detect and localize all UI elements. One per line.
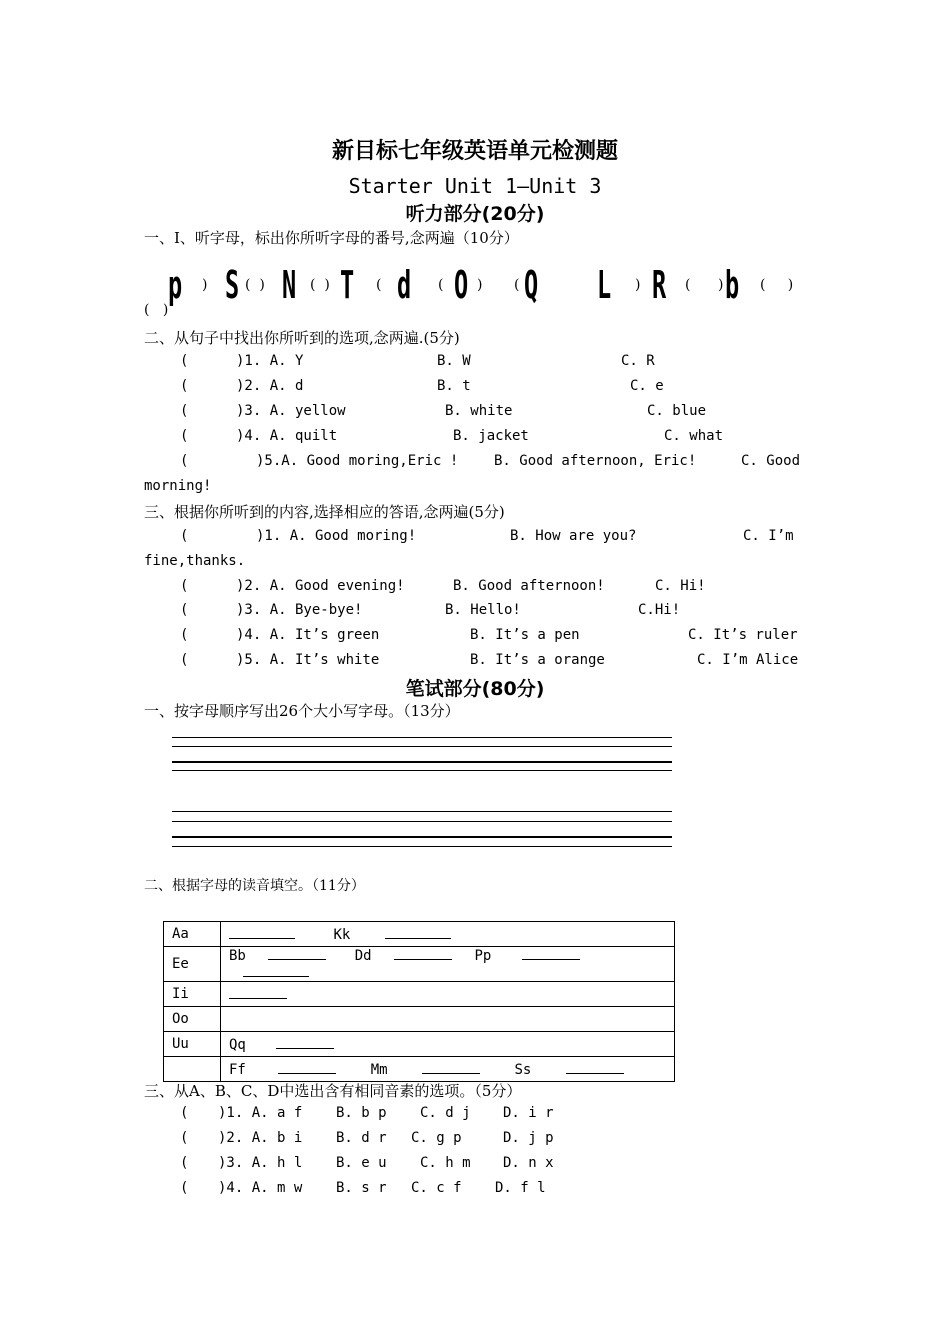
writing-line	[172, 761, 672, 763]
letter-sound-table	[163, 921, 675, 1082]
writing-line	[172, 836, 672, 838]
question-option-b: B. Hello!	[445, 602, 521, 618]
letter-S: S	[225, 263, 240, 307]
table-row	[164, 1032, 675, 1057]
question-option-a: )1. A. Y	[236, 353, 304, 369]
listening-part3-heading: 三、根据你所听到的内容,选择相应的答语,念两遍(5分)	[144, 503, 505, 521]
table-value	[221, 947, 675, 982]
question-option-d: D. j p	[503, 1130, 554, 1146]
letter-N: N	[282, 263, 297, 307]
question-option-b: B. b p	[336, 1105, 387, 1121]
fill-blank[interactable]	[278, 1061, 336, 1074]
writing-heading: 笔试部分(80分)	[405, 678, 545, 700]
question-option-d: D. i r	[503, 1105, 554, 1121]
question-wrap-text: fine,thanks.	[144, 553, 246, 569]
fill-blank[interactable]	[394, 947, 452, 960]
table-value	[221, 1057, 675, 1082]
question-option-b: B. t	[437, 378, 471, 394]
answer-paren: ( )	[310, 277, 330, 293]
question-option-a: )3. A. Bye-bye!	[236, 602, 363, 618]
answer-paren: (	[180, 353, 189, 369]
table-row	[164, 1007, 675, 1032]
question-option-a: )2. A. Good evening!	[236, 578, 405, 594]
question-option-d: D. n x	[503, 1155, 554, 1171]
question-option-b: B. e u	[336, 1155, 387, 1171]
answer-paren: (	[438, 277, 444, 293]
question-option-c: C. h m	[420, 1155, 471, 1171]
fill-blank[interactable]	[385, 926, 451, 939]
question-option-a: )2. A. b i	[218, 1130, 303, 1146]
question-option-c: C. I’m	[743, 528, 794, 544]
question-option-a: )5. A. It’s white	[236, 652, 380, 668]
question-option-a: )3. A. yellow	[236, 403, 346, 419]
table-row	[164, 982, 675, 1007]
table-key: Ee	[164, 947, 221, 982]
question-option-c: C. d j	[420, 1105, 471, 1121]
writing-line	[172, 811, 672, 812]
question-option-b: B. jacket	[453, 428, 529, 444]
question-option-b: B. It’s a orange	[470, 652, 605, 668]
question-option-c: C. c f	[411, 1180, 462, 1196]
answer-paren: )	[635, 277, 641, 293]
question-option-a: )1. A. a f	[218, 1105, 303, 1121]
answer-paren: (	[180, 652, 189, 668]
table-key: Ii	[164, 982, 221, 1007]
question-option-a: )5.A. Good moring,Eric !	[256, 453, 459, 469]
table-value	[221, 982, 675, 1007]
table-value	[221, 1007, 675, 1032]
question-option-b: B. white	[445, 403, 513, 419]
table-key: Oo	[164, 1007, 221, 1032]
table-key	[164, 1057, 221, 1082]
question-option-c: C. g p	[411, 1130, 462, 1146]
answer-paren: (	[180, 1155, 189, 1171]
question-option-c: C.Hi!	[638, 602, 681, 618]
question-option-c: C. I’m Alice	[697, 652, 799, 668]
answer-paren: (	[514, 277, 520, 293]
answer-paren: (	[376, 277, 382, 293]
answer-paren: (	[180, 627, 189, 643]
answer-paren: (	[180, 378, 189, 394]
answer-paren: (	[180, 1105, 189, 1121]
listening-heading: 听力部分(20分)	[405, 203, 545, 225]
letter-label: Mm	[370, 1061, 388, 1078]
answer-paren: (	[180, 578, 189, 594]
answer-paren: )	[202, 277, 208, 293]
writing-line	[172, 846, 672, 847]
question-option-c: C. R	[621, 353, 655, 369]
question-option-b: B. Good afternoon!	[453, 578, 605, 594]
listening-part2-heading: 二、从句子中找出你所听到的选项,念两遍.(5分)	[144, 329, 460, 347]
fill-blank[interactable]	[268, 947, 326, 960]
letter-d: d	[397, 263, 412, 307]
answer-paren: ( )	[245, 277, 265, 293]
letter-label: Ss	[514, 1061, 532, 1078]
table-row	[164, 947, 675, 982]
question-option-b: B. Good afternoon, Eric!	[494, 453, 697, 469]
fill-blank[interactable]	[276, 1036, 334, 1049]
page-subtitle: Starter Unit 1—Unit 3	[348, 174, 602, 198]
question-option-c: C. Hi!	[655, 578, 706, 594]
question-option-a: )4. A. m w	[218, 1180, 303, 1196]
fill-blank[interactable]	[229, 986, 287, 999]
answer-paren: )	[477, 277, 483, 293]
letter-O: O	[454, 263, 469, 307]
answer-paren: (	[180, 1180, 189, 1196]
letter-b: b	[725, 263, 740, 307]
answer-paren: (	[180, 453, 189, 469]
answer-paren: )	[718, 277, 724, 293]
writing-line	[172, 821, 672, 822]
table-key: Aa	[164, 922, 221, 947]
answer-paren: (	[180, 1130, 189, 1146]
writing-part1-heading: 一、按字母顺序写出26个大小写字母。（13分）	[144, 702, 460, 720]
question-option-a: )2. A. d	[236, 378, 304, 394]
question-option-c: C. Good	[741, 453, 801, 469]
letter-label: Ff	[229, 1061, 246, 1078]
table-value	[221, 1032, 675, 1057]
page-title: 新目标七年级英语单元检测题	[331, 139, 618, 164]
table-row	[164, 1057, 675, 1082]
answer-paren: (	[180, 428, 189, 444]
question-option-b: B. How are you?	[510, 528, 637, 544]
answer-paren: (	[180, 403, 189, 419]
question-option-a: )3. A. h l	[218, 1155, 303, 1171]
answer-paren: (	[180, 602, 189, 618]
question-option-c: C. It’s ruler	[688, 627, 798, 643]
letter-L: L	[597, 263, 612, 307]
answer-paren: (	[685, 277, 691, 293]
letter-label: Pp	[474, 948, 492, 964]
question-option-d: D. f l	[495, 1180, 546, 1196]
question-option-c: C. blue	[647, 403, 707, 419]
question-option-b: B. d r	[336, 1130, 387, 1146]
answer-paren: (	[180, 528, 189, 544]
fill-blank[interactable]	[229, 926, 295, 939]
letter-label: Bb	[229, 948, 246, 964]
writing-line	[172, 770, 672, 771]
listening-part1-heading: 一、I、听字母，标出你所听字母的番号,念两遍（10分）	[144, 229, 519, 247]
letter-label: Qq	[229, 1036, 246, 1053]
fill-blank[interactable]	[522, 947, 580, 960]
question-option-b: B. It’s a pen	[470, 627, 580, 643]
letter-p: p	[168, 263, 183, 307]
question-wrap-text: morning!	[144, 478, 212, 494]
question-option-b: B. s r	[336, 1180, 387, 1196]
question-option-b: B. W	[437, 353, 471, 369]
letter-Q: Q	[524, 263, 539, 307]
fill-blank[interactable]	[243, 964, 309, 977]
letter-R: R	[652, 263, 667, 307]
writing-line	[172, 737, 672, 738]
question-option-a: )4. A. It’s green	[236, 627, 380, 643]
fill-blank[interactable]	[566, 1061, 624, 1074]
fill-blank[interactable]	[422, 1061, 480, 1074]
question-option-a: )1. A. Good moring!	[256, 528, 417, 544]
table-key: Uu	[164, 1032, 221, 1057]
question-option-c: C. e	[630, 378, 664, 394]
table-value	[221, 922, 675, 947]
letter-label: Kk	[333, 926, 351, 943]
writing-part2-heading: 二、根据字母的读音填空。（11分）	[144, 878, 365, 894]
letter-label: Dd	[354, 948, 372, 964]
writing-part3-heading: 三、从A、B、C、D中选出含有相同音素的选项。（5分）	[144, 1082, 522, 1100]
answer-paren: ( )	[144, 302, 169, 318]
writing-line	[172, 746, 672, 747]
letter-T: T	[340, 263, 355, 307]
answer-paren: ( )	[760, 277, 794, 293]
question-option-a: )4. A. quilt	[236, 428, 338, 444]
table-row	[164, 922, 675, 947]
question-option-c: C. what	[664, 428, 724, 444]
